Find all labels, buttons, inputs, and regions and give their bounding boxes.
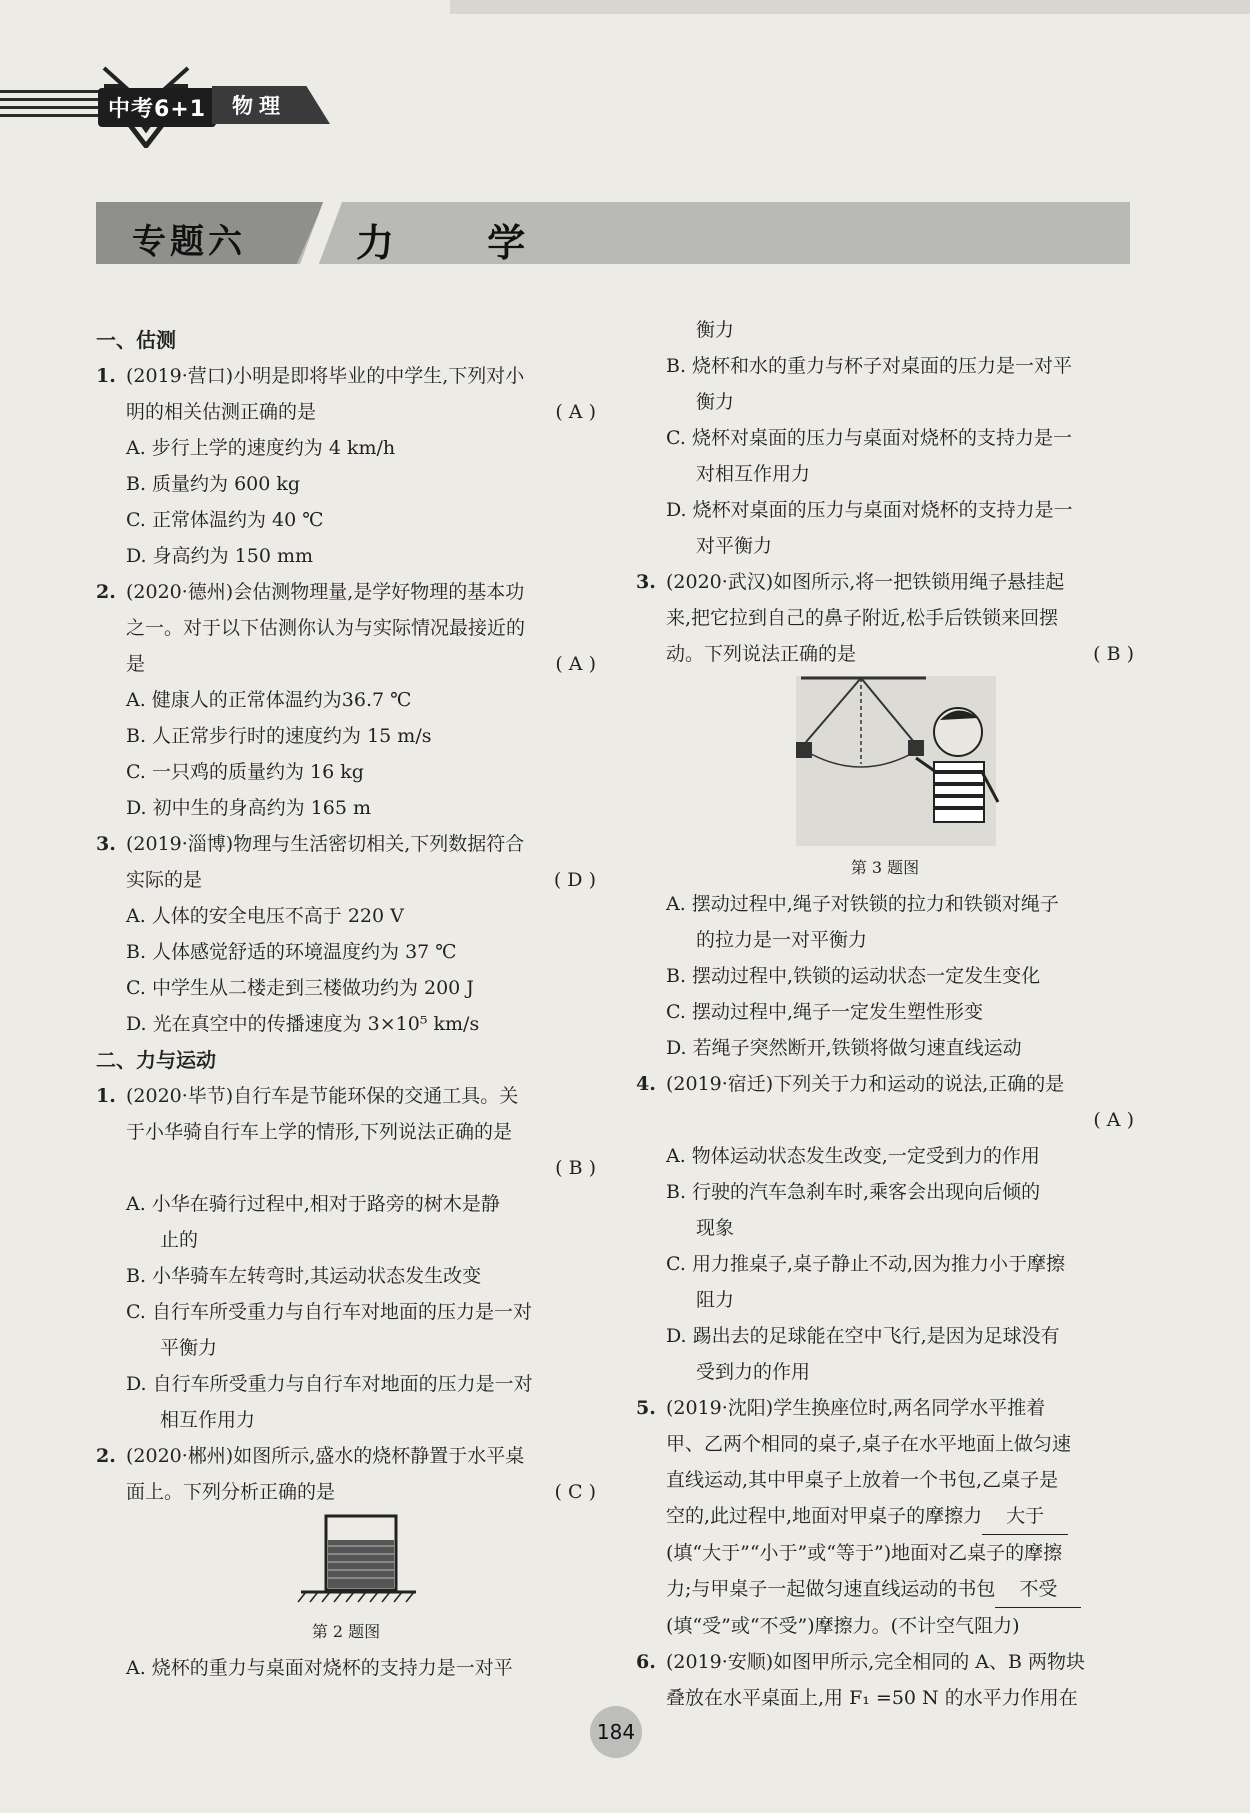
question-3r: 3. (2020·武汉)如图所示,将一把铁锁用绳子悬挂起 xyxy=(636,571,1065,593)
option: C. 一只鸡的质量约为 16 kg xyxy=(126,761,364,783)
question-3: 3. (2019·淄博)物理与生活密切相关,下列数据符合 xyxy=(96,833,525,855)
section-heading: 一、估测 xyxy=(96,328,176,352)
option: D. 若绳子突然断开,铁锁将做匀速直线运动 xyxy=(666,1037,1022,1059)
option: A. 人体的安全电压不高于 220 V xyxy=(126,905,404,927)
answer: ( D ) xyxy=(553,869,596,891)
option: C. 烧杯对桌面的压力与桌面对烧杯的支持力是一 xyxy=(666,427,1072,449)
topic-number: 专题六 xyxy=(132,222,246,262)
answer: ( A ) xyxy=(555,653,596,675)
option: C. 正常体温约为 40 ℃ xyxy=(126,509,324,531)
pendulum-figure xyxy=(636,672,1134,850)
question-5r: 5. (2019·沈阳)学生换座位时,两名同学水平推着 xyxy=(636,1397,1046,1419)
option: C. 摆动过程中,绳子一定发生塑性形变 xyxy=(666,1001,983,1023)
left-column: 一、估测 1. (2019·营口)小明是即将毕业的中学生,下列对小 明的相关估测正确的是 ( A ) A. 步行上学的速度约为 4 km/h B. 质量约为 600 kg C. 正常体温约为 40 ℃ D. 身高约为 150 mm 2. (2020·德州)会估测物理量,是学好物理的基本功 之一。对于以下估测你认为与实际情况最接近的 是 ( A ) A. 健康人的正常体温约为36.7 ℃ B. 人正常步行时的速度约为 15 m/s C. 一只鸡的质量约为 16 kg D. 初中生的身高约为 165 m 3. (2019·淄博)物理与生活密切相关,下列数据符合 实际的是 ( D ) A. 人体的安全电压不高于 220 V B. 人体感觉舒适的环境温度约为 37 ℃ C. 中学生从二楼走到三楼做功约为 200 J D. 光在真空中的传播速度为 3×10⁵ km/s 二、力与运动 1. (2020·毕节)自行车是节能环保的交通工具。关 于小华骑自行车上学的情形,下列说法正确的是 ( B ) A. 小华在骑行过程中,相对于路旁的树木是静 止的 B. 小华骑车左转弯时,其运动状态发生改变 C. 自行车所受重力与自行车对地面的压力是一对 平衡力 D. 自行车所受重力与自行车对地面的压力是一对 相互作用力 2. (2020·郴州)如图所示,盛水的烧杯静置于水平桌 面上。下列分析正确的是 ( C ) 第 2 题图 A. 烧杯的重力与桌面对烧杯的支持力是一对平 xyxy=(96,322,596,1686)
option: B. 行驶的汽车急刹车时,乘客会出现向后倾的 xyxy=(666,1181,1041,1203)
question-6r: 6. (2019·安顺)如图甲所示,完全相同的 A、B 两物块 xyxy=(636,1651,1086,1673)
topic-title: 力 学 xyxy=(356,221,566,265)
subject-label: 物理 xyxy=(232,94,286,118)
option: C. 自行车所受重力与自行车对地面的压力是一对 xyxy=(126,1301,532,1323)
option: B. 小华骑车左转弯时,其运动状态发生改变 xyxy=(126,1265,482,1287)
answer: ( A ) xyxy=(555,401,596,423)
option: A. 物体运动状态发生改变,一定受到力的作用 xyxy=(666,1145,1040,1167)
figure-caption: 第 3 题图 xyxy=(850,858,920,877)
option: D. 踢出去的足球能在空中飞行,是因为足球没有 xyxy=(666,1325,1060,1347)
answer: ( B ) xyxy=(1093,643,1134,665)
page-number: 184 xyxy=(590,1706,642,1758)
option: A. 摆动过程中,绳子对铁锁的拉力和铁锁对绳子 xyxy=(666,893,1059,915)
option: D. 自行车所受重力与自行车对地面的压力是一对 xyxy=(126,1373,533,1395)
beaker-figure xyxy=(96,1510,596,1614)
answer: ( C ) xyxy=(554,1481,596,1503)
option: A. 烧杯的重力与桌面对烧杯的支持力是一对平 xyxy=(126,1657,513,1679)
answer-blank: 大于 xyxy=(982,1498,1068,1535)
option: B. 摆动过程中,铁锁的运动状态一定发生变化 xyxy=(666,965,1041,987)
right-column: 衡力 B. 烧杯和水的重力与杯子对桌面的压力是一对平 衡力 C. 烧杯对桌面的压力与桌面对烧杯的支持力是一 对相互作用力 D. 烧杯对桌面的压力与桌面对烧杯的支持力是一 对平衡力 3. (2020·武汉)如图所示,将一把铁锁用绳子悬挂起 来,把它拉到自己的鼻子附近,松手后铁锁来回摆 动。下列说法正确的是 ( B ) 第 3 题图 A. 摆动过程中,绳子对铁锁的拉力和铁锁对绳子 的拉力是一对平衡力 B. 摆动过程中,铁锁的运动状态一定发生变化 C. 摆动过程中,绳子一定发生塑性形变 D. 若绳子突然断开,铁锁将做匀速直线运动 4. (2019·宿迁)下列关于力和运动的说法,正确的是 ( A ) A. 物体运动状态发生改变,一定受到力的作用 B. 行驶的汽车急刹车时,乘客会出现向后倾的 现象 C. 用力推桌子,桌子静止不动,因为推力小于摩擦 阻力 D. 踢出去的足球能在空中飞行,是因为足球没有 受到力的作用 5. (2019·沈阳)学生换座位时,两名同学水平推着 甲、乙两个相同的桌子,桌子在水平地面上做匀速 直线运动,其中甲桌子上放着一个书包,乙桌子是 空的,此过程中,地面对甲桌子的摩擦力 大于 (填“大于”“小于”或“等于”)地面对乙桌子的摩擦 力;与甲桌子一起做匀速直线运动的书包 不受 (填“受”或“不受”)摩擦力。(不计空气阻力) 6. (2019·安顺)如图甲所示,完全相同的 A、B 两物块 叠放在水平桌面上,用 F₁ =50 N 的水平力作用在 xyxy=(636,319,1134,1709)
brand-logo: 中考6+1 xyxy=(98,88,216,127)
question-1: 1. (2019·营口)小明是即将毕业的中学生,下列对小 xyxy=(96,365,525,387)
option: D. 烧杯对桌面的压力与桌面对烧杯的支持力是一 xyxy=(666,499,1073,521)
option: D. 初中生的身高约为 165 m xyxy=(126,797,371,819)
option: B. 人体感觉舒适的环境温度约为 37 ℃ xyxy=(126,941,457,963)
answer: ( B ) xyxy=(555,1157,596,1179)
question-4r: 4. (2019·宿迁)下列关于力和运动的说法,正确的是 xyxy=(636,1073,1065,1095)
option: D. 光在真空中的传播速度为 3×10⁵ km/s xyxy=(126,1013,480,1035)
top-edge-strip xyxy=(450,0,1250,14)
option: C. 中学生从二楼走到三楼做功约为 200 J xyxy=(126,977,474,999)
pendulum-lock-icon xyxy=(636,672,1134,850)
option: C. 用力推桌子,桌子静止不动,因为推力小于摩擦 xyxy=(666,1253,1066,1275)
option: B. 质量约为 600 kg xyxy=(126,473,301,495)
question-5: 2. (2020·郴州)如图所示,盛水的烧杯静置于水平桌 xyxy=(96,1445,525,1467)
question-4: 1. (2020·毕节)自行车是节能环保的交通工具。关 xyxy=(96,1085,519,1107)
beaker-icon xyxy=(96,1510,596,1614)
option: A. 健康人的正常体温约为36.7 ℃ xyxy=(126,689,412,711)
figure-caption: 第 2 题图 xyxy=(311,1622,381,1641)
section-heading: 二、力与运动 xyxy=(96,1048,216,1072)
answer-blank: 不受 xyxy=(995,1571,1081,1608)
option: A. 步行上学的速度约为 4 km/h xyxy=(126,437,396,459)
answer: ( A ) xyxy=(1093,1109,1134,1131)
option: B. 人正常步行时的速度约为 15 m/s xyxy=(126,725,432,747)
question-2: 2. (2020·德州)会估测物理量,是学好物理的基本功 xyxy=(96,581,525,603)
option: B. 烧杯和水的重力与杯子对桌面的压力是一对平 xyxy=(666,355,1073,377)
option: D. 身高约为 150 mm xyxy=(126,545,314,567)
option: A. 小华在骑行过程中,相对于路旁的树木是静 xyxy=(126,1193,500,1215)
